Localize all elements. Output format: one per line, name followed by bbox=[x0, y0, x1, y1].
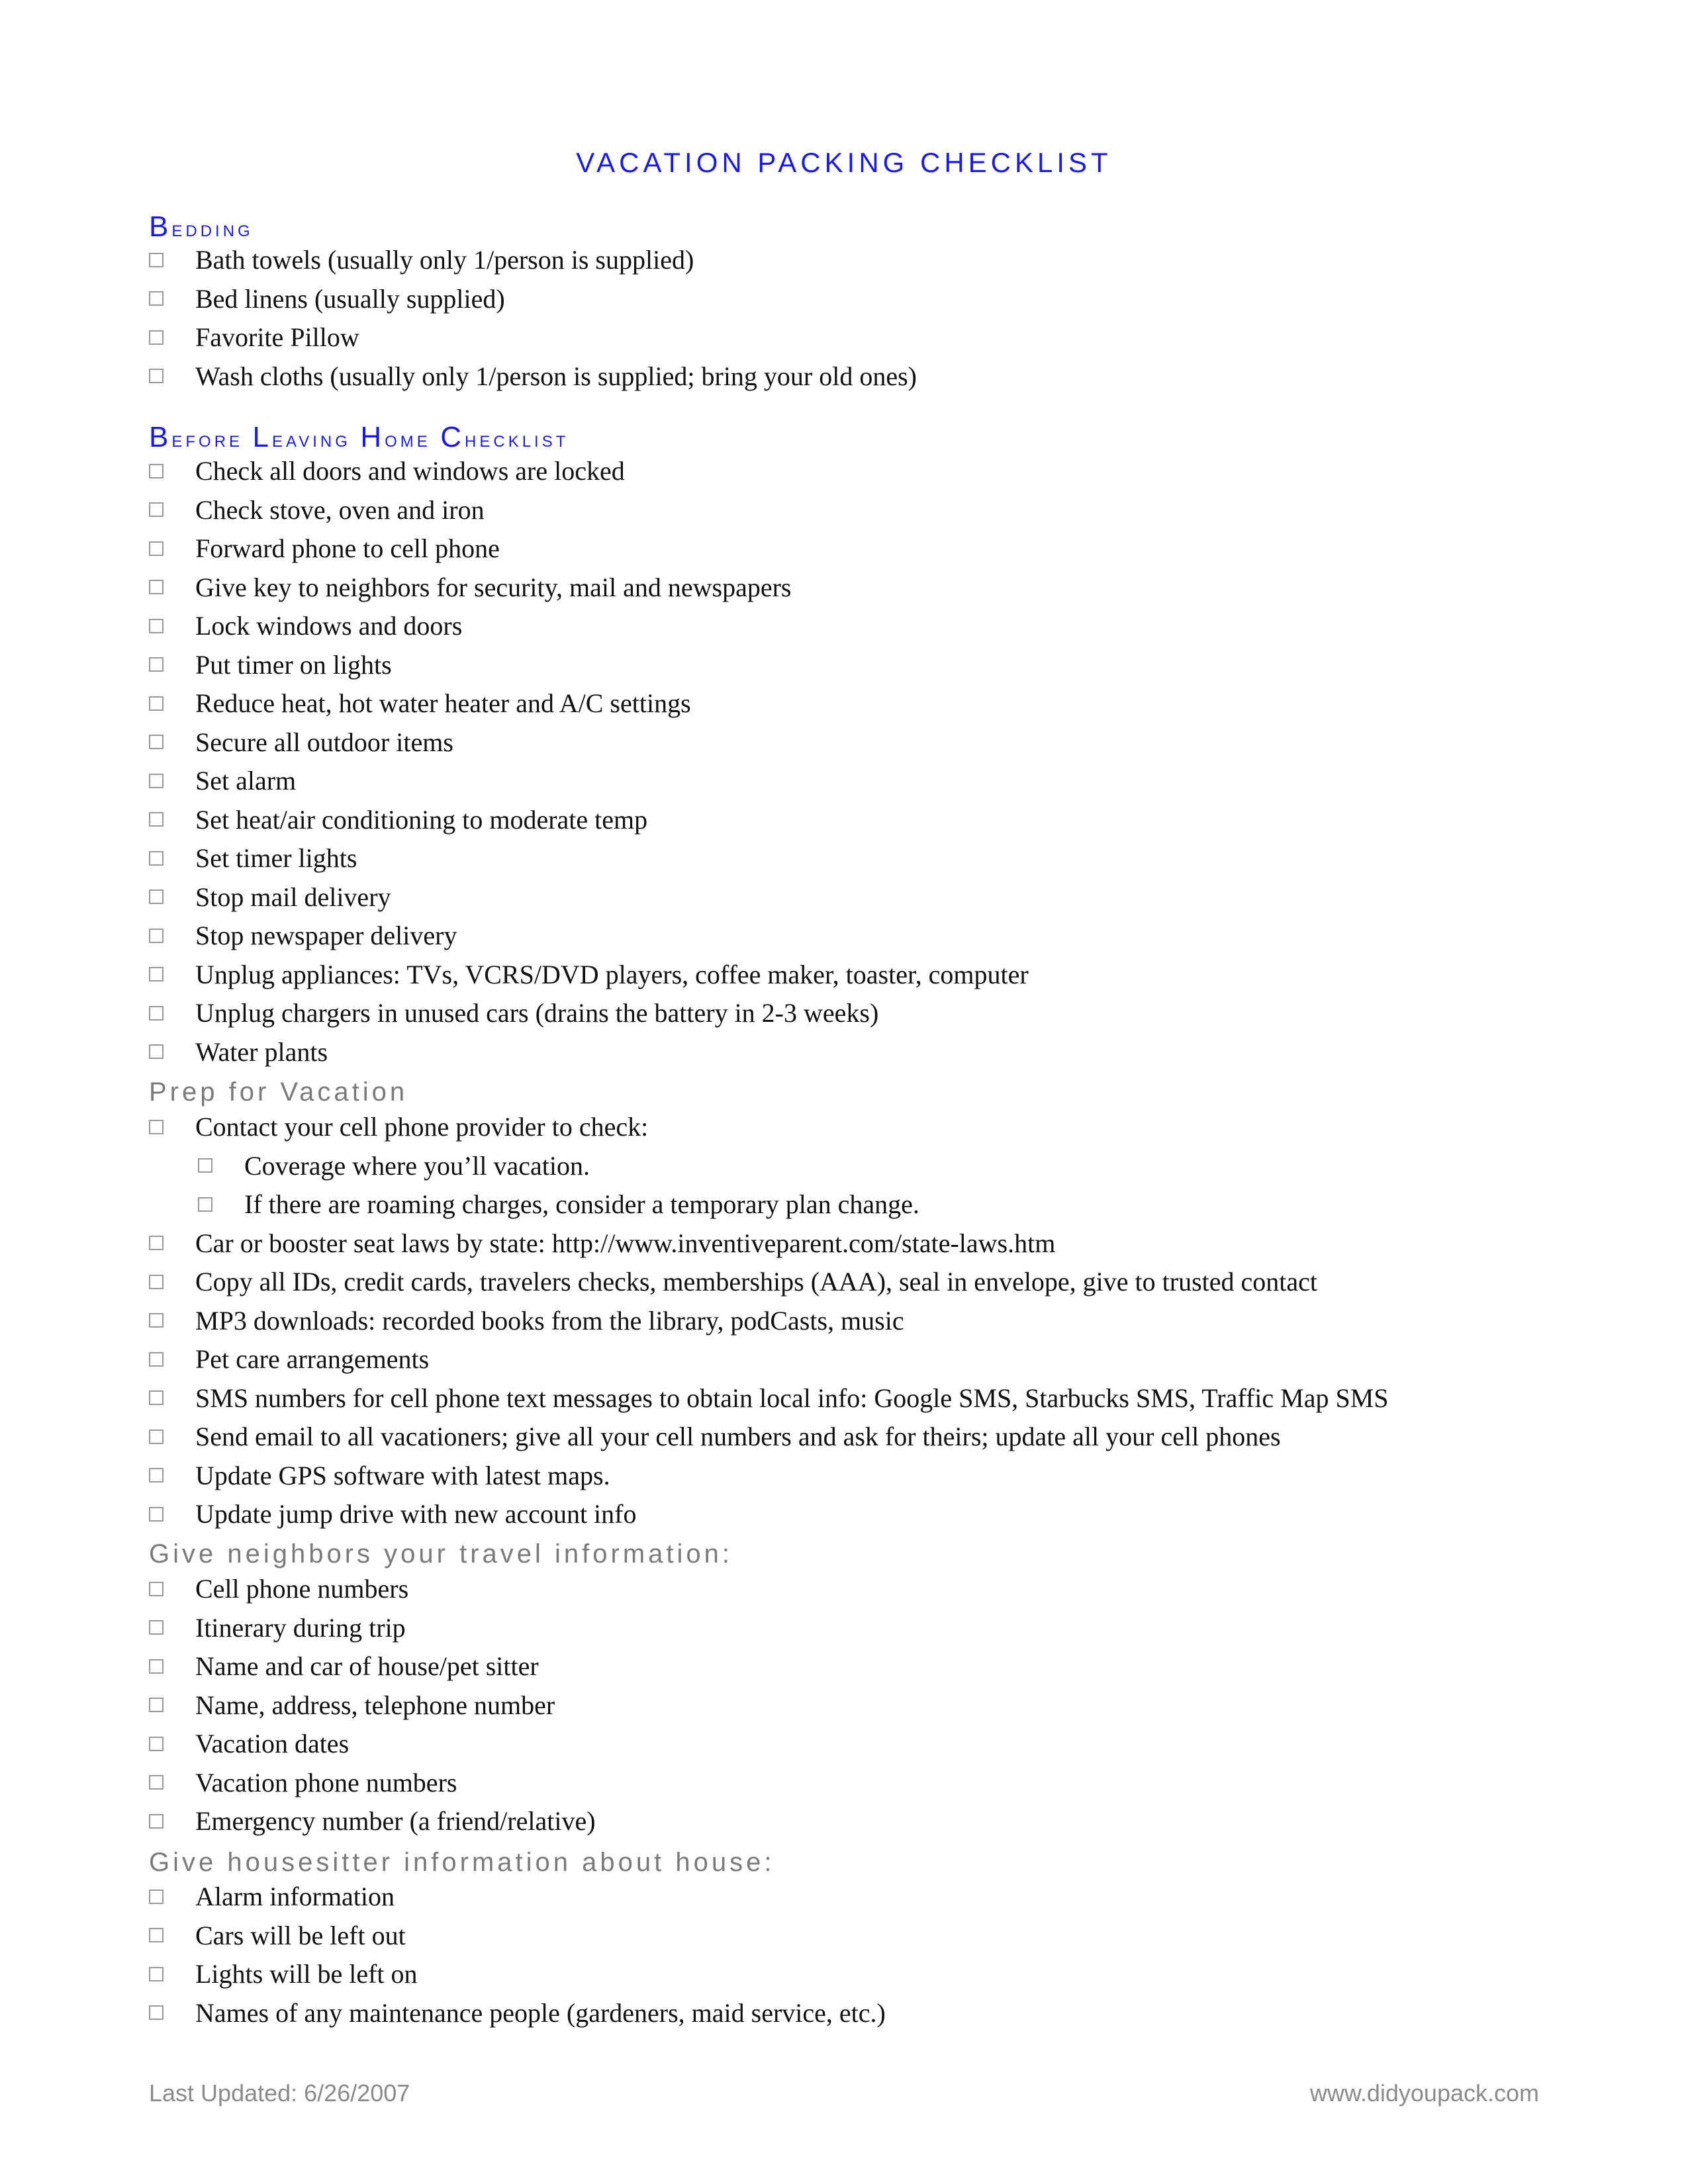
checklist-item: Alarm information bbox=[149, 1878, 886, 1917]
section-heading-before-leaving: Before Leaving Home Checklist bbox=[149, 421, 569, 453]
checkbox[interactable] bbox=[198, 1197, 212, 1212]
checklist-item: Vacation dates bbox=[149, 1725, 596, 1764]
checkbox[interactable] bbox=[149, 369, 164, 383]
checklist-item: Favorite Pillow bbox=[149, 318, 917, 357]
checklist-item: Water plants bbox=[149, 1033, 1029, 1072]
checkbox[interactable] bbox=[149, 657, 164, 672]
prep-list bbox=[149, 1108, 1389, 1534]
checkbox[interactable] bbox=[149, 253, 164, 267]
checkbox[interactable] bbox=[149, 1698, 164, 1712]
checkbox[interactable] bbox=[149, 1430, 164, 1444]
page-title: VACATION PACKING CHECKLIST bbox=[576, 147, 1112, 178]
section-heading-bedding: Bedding bbox=[149, 210, 254, 243]
housesitter-list bbox=[149, 1878, 886, 2032]
last-updated: Last Updated: 6/26/2007 bbox=[149, 2079, 410, 2107]
checklist-item: Vacation phone numbers bbox=[149, 1764, 596, 1803]
checkbox[interactable] bbox=[149, 1507, 164, 1522]
checkbox[interactable] bbox=[149, 1313, 164, 1328]
checklist-item: SMS numbers for cell phone text messages to obtain local info: Google SMS, Starbucks SMS, Traffic Map SMS bbox=[149, 1379, 1389, 1418]
checklist-item: Send email to all vacationers; give all your cell numbers and ask for theirs; update all your cell phones bbox=[149, 1418, 1389, 1457]
checklist-item: Set timer lights bbox=[149, 839, 1029, 878]
checklist-subitem: If there are roaming charges, consider a temporary plan change. bbox=[149, 1185, 1389, 1224]
checkbox[interactable] bbox=[149, 291, 164, 306]
checkbox[interactable] bbox=[149, 1928, 164, 1942]
checkbox[interactable] bbox=[149, 1582, 164, 1596]
checklist-item: Bath towels (usually only 1/person is supplied) bbox=[149, 241, 917, 280]
checkbox[interactable] bbox=[149, 1236, 164, 1250]
checkbox[interactable] bbox=[198, 1158, 212, 1173]
checkbox[interactable] bbox=[149, 1044, 164, 1059]
checkbox[interactable] bbox=[149, 889, 164, 904]
checklist-item: Update GPS software with latest maps. bbox=[149, 1457, 1389, 1496]
checkbox[interactable] bbox=[149, 1620, 164, 1635]
checklist-item: Bed linens (usually supplied) bbox=[149, 280, 917, 319]
checkbox[interactable] bbox=[149, 774, 164, 788]
checkbox[interactable] bbox=[149, 851, 164, 866]
checklist-item: Secure all outdoor items bbox=[149, 723, 1029, 762]
checklist-item: Update jump drive with new account info bbox=[149, 1495, 1389, 1534]
checklist-item: Set alarm bbox=[149, 762, 1029, 801]
checklist-item: Stop mail delivery bbox=[149, 878, 1029, 917]
checkbox[interactable] bbox=[149, 1967, 164, 1981]
checklist-item: Set heat/air conditioning to moderate temp bbox=[149, 801, 1029, 840]
checklist-item: Pet care arrangements bbox=[149, 1340, 1389, 1379]
checklist-item: Itinerary during trip bbox=[149, 1609, 596, 1648]
checkbox[interactable] bbox=[149, 1659, 164, 1674]
checklist-item: Lock windows and doors bbox=[149, 607, 1029, 646]
checkbox[interactable] bbox=[149, 1889, 164, 1904]
checkbox[interactable] bbox=[149, 464, 164, 478]
checklist-item: Cell phone numbers bbox=[149, 1570, 596, 1609]
checklist-item: Wash cloths (usually only 1/person is supplied; bring your old ones) bbox=[149, 357, 917, 396]
checkbox[interactable] bbox=[149, 967, 164, 981]
checkbox[interactable] bbox=[149, 929, 164, 943]
checklist-item: Reduce heat, hot water heater and A/C settings bbox=[149, 684, 1029, 723]
checklist-item: Give key to neighbors for security, mail and newspapers bbox=[149, 569, 1029, 608]
checklist-item: Check stove, oven and iron bbox=[149, 491, 1029, 530]
neighbors-list bbox=[149, 1570, 596, 1841]
checkbox[interactable] bbox=[149, 580, 164, 594]
checklist-item: MP3 downloads: recorded books from the library, podCasts, music bbox=[149, 1302, 1389, 1341]
section-heading-prep: Prep for Vacation bbox=[149, 1077, 408, 1107]
checkbox[interactable] bbox=[149, 1814, 164, 1829]
checklist-item: Unplug appliances: TVs, VCRS/DVD players, coffee maker, toaster, computer bbox=[149, 956, 1029, 995]
checklist-item: Put timer on lights bbox=[149, 646, 1029, 685]
checkbox[interactable] bbox=[149, 541, 164, 556]
checkbox[interactable] bbox=[149, 812, 164, 827]
checkbox[interactable] bbox=[149, 1775, 164, 1790]
checkbox[interactable] bbox=[149, 1120, 164, 1134]
checkbox[interactable] bbox=[149, 696, 164, 711]
checklist-item: Name, address, telephone number bbox=[149, 1686, 596, 1725]
before-leaving-list bbox=[149, 452, 1029, 1071]
checkbox[interactable] bbox=[149, 1352, 164, 1367]
checklist-item: Unplug chargers in unused cars (drains the battery in 2-3 weeks) bbox=[149, 994, 1029, 1033]
checklist-item: Forward phone to cell phone bbox=[149, 529, 1029, 569]
checklist-item: Check all doors and windows are locked bbox=[149, 452, 1029, 491]
checkbox[interactable] bbox=[149, 735, 164, 749]
checklist-subitem: Coverage where you’ll vacation. bbox=[149, 1147, 1389, 1186]
checkbox[interactable] bbox=[149, 502, 164, 517]
bedding-list bbox=[149, 241, 917, 396]
checkbox[interactable] bbox=[149, 1275, 164, 1289]
checklist-item: Name and car of house/pet sitter bbox=[149, 1647, 596, 1686]
section-heading-neighbors: Give neighbors your travel information: bbox=[149, 1539, 733, 1569]
checkbox[interactable] bbox=[149, 1006, 164, 1021]
checkbox[interactable] bbox=[149, 1468, 164, 1482]
checklist-item: Emergency number (a friend/relative) bbox=[149, 1802, 596, 1841]
checklist-item: Copy all IDs, credit cards, travelers checks, memberships (AAA), seal in envelope, give to trusted contact bbox=[149, 1263, 1389, 1302]
checklist-item: Names of any maintenance people (gardeners, maid service, etc.) bbox=[149, 1994, 886, 2033]
checklist-item: Car or booster seat laws by state: http://www.inventiveparent.com/state-laws.htm bbox=[149, 1224, 1389, 1263]
checkbox[interactable] bbox=[149, 2005, 164, 2020]
checkbox[interactable] bbox=[149, 330, 164, 345]
checklist-item: Lights will be left on bbox=[149, 1955, 886, 1994]
checklist-item: Contact your cell phone provider to check: bbox=[149, 1108, 1389, 1147]
checklist-item: Stop newspaper delivery bbox=[149, 917, 1029, 956]
checkbox[interactable] bbox=[149, 1737, 164, 1751]
website-footer: www.didyoupack.com bbox=[1309, 2079, 1539, 2107]
checklist-item: Cars will be left out bbox=[149, 1917, 886, 1956]
section-heading-housesitter: Give housesitter information about house: bbox=[149, 1848, 775, 1877]
checkbox[interactable] bbox=[149, 619, 164, 633]
checkbox[interactable] bbox=[149, 1390, 164, 1405]
